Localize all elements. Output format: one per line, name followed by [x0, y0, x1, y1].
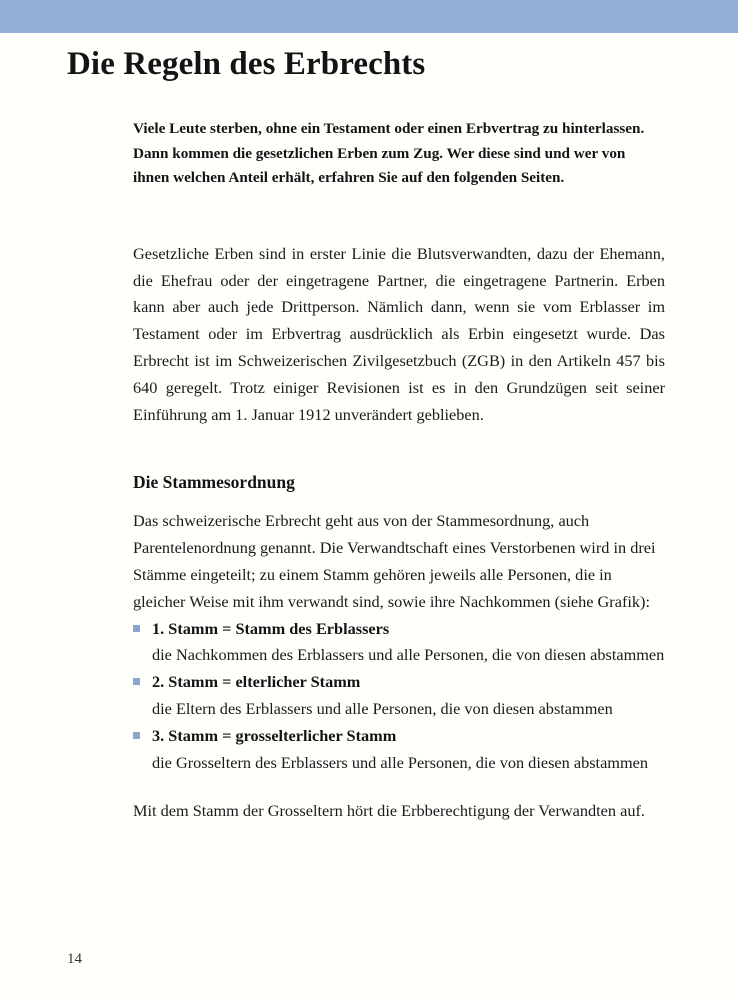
list-item	[133, 669, 665, 723]
text-column	[133, 117, 665, 825]
spacer	[133, 776, 665, 798]
section-heading-stammesordnung: Die Stammesordnung	[133, 472, 295, 493]
page-title: Die Regeln des Erbrechts	[67, 46, 426, 82]
page-number: 14	[67, 951, 82, 967]
spacer	[133, 191, 665, 241]
square-bullet-icon	[133, 732, 140, 739]
intro-paragraph: Gesetzliche Erben sind in erster Linie die Blutsverwandten, dazu der Ehemann, die Ehefrau oder der eingetragene Partner, die eingetragene Partnerin. Erben kann aber auch jede Drittperson. Nämlich dann, wenn sie vom Erblasser im Testament oder im Erbvertrag ausdrücklich als Erbin eingesetzt wurde. Das Erbrecht ist im Schweizerischen Zivilgesetzbuch (ZGB) in den Artikeln 457 bis 640 geregelt. Trotz einiger Revisionen ist es in den Grundzügen seit seiner Einführung am 1. Januar 1912 unverändert geblieben.	[133, 243, 665, 424]
stamm-list	[133, 616, 665, 777]
closing-paragraph: Mit dem Stamm der Grosseltern hört die Erbberechtigung der Verwandten auf.	[133, 801, 645, 821]
list-item-title: 2. Stamm = elterlicher Stamm	[152, 672, 361, 692]
list-item	[133, 723, 665, 777]
list-item-title: 3. Stamm = grosselterlicher Stamm	[152, 725, 397, 745]
square-bullet-icon	[133, 625, 140, 632]
spacer	[133, 428, 665, 472]
square-bullet-icon	[133, 678, 140, 685]
list-item-description: die Eltern des Erblassers und alle Personen, die von diesen abstammen	[152, 699, 613, 719]
list-item-title: 1. Stamm = Stamm des Erblassers	[152, 618, 390, 638]
page-header-band	[0, 0, 738, 33]
section-paragraph: Das schweizerische Erbrecht geht aus von der Stammesordnung, auch Parentelenordnung genannt. Die Verwandtschaft eines Verstorbenen wird in drei Stämme eingeteilt; zu einem Stamm gehören jeweils alle Personen, die in gleicher Weise mit ihm verwandt sind, sowie ihre Nachkommen (siehe Grafik):	[133, 511, 656, 611]
lead-paragraph: Viele Leute sterben, ohne ein Testament oder einen Erbvertrag zu hinterlassen. Dann kommen die gesetzlichen Erben zum Zug. Wer diese sind und wer von ihnen welchen Anteil erhält, erfahren Sie auf den folgenden Seiten.	[133, 120, 645, 187]
list-item-description: die Grosseltern des Erblassers und alle Personen, die von diesen abstammen	[152, 752, 648, 772]
list-item-description: die Nachkommen des Erblassers und alle Personen, die von diesen abstammen	[152, 645, 665, 665]
list-item	[133, 616, 665, 670]
spacer	[133, 493, 665, 508]
